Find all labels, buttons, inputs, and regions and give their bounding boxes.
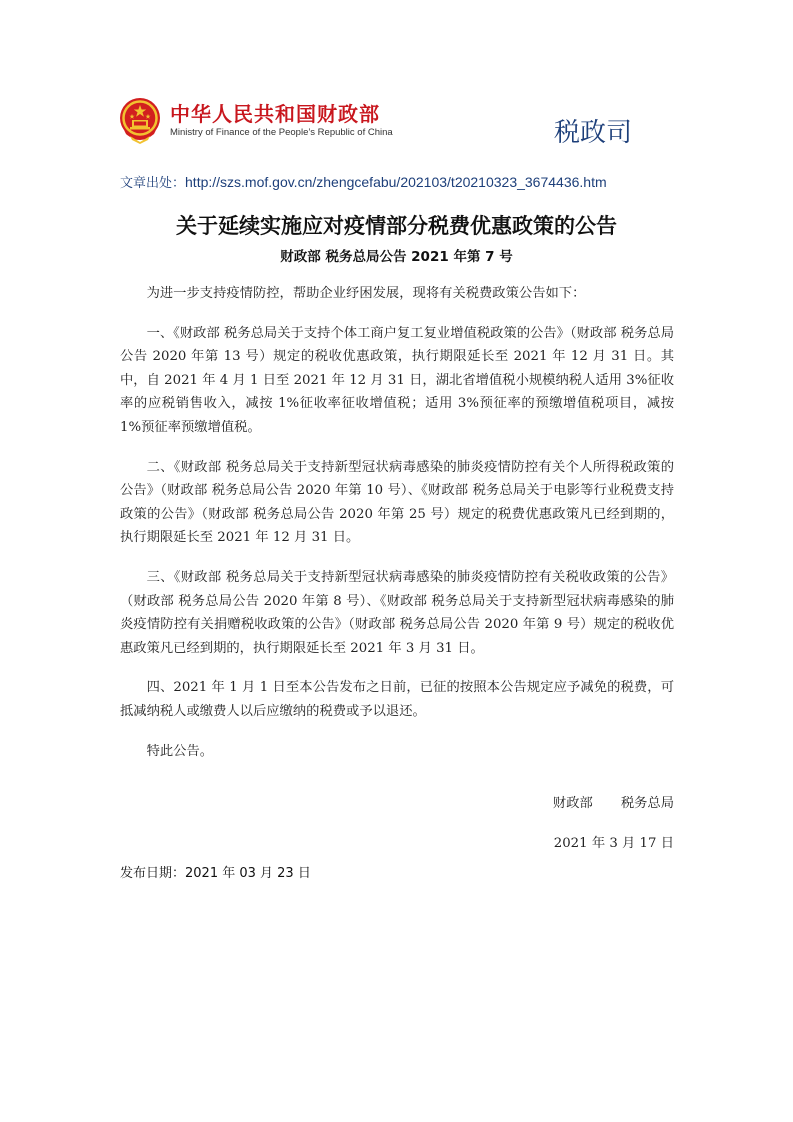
source-label: 文章出处： [120,176,186,191]
closing-paragraph: 特此公告。 [146,743,214,759]
article-2-paragraph: 二、《财政部 税务总局关于支持新型冠状病毒感染的肺炎疫情防控有关个人所得税政策的公告》（财政部 税务总局公告 2020 年第 10 号）、《财政部 税务总局关于电影等行业税费支持政策的公告》（财政部 税务总局公告 2020 年第 25 号）规定的税费优惠政策凡已经到期的，执行期限延长至 2021 年 12 月 31 日。 [120,459,674,546]
source-url-link[interactable]: http://szs.mof.gov.cn/zhengcefabu/202103/t20210323_3674436.htm [185,174,607,190]
article-4-paragraph: 四、2021 年 1 月 1 日至本公告发布之日前，已征的按照本公告规定应予减免的税费，可抵减纳税人或缴费人以后应缴纳的税费或予以退还。 [120,680,674,719]
signature-orgs [470,792,674,811]
source-line [120,172,607,191]
article-3-paragraph: 三、《财政部 税务总局关于支持新型冠状病毒感染的肺炎疫情防控有关税收政策的公告》（财政部 税务总局公告 2020 年第 8 号）、《财政部 税务总局关于支持新型冠状病毒感染的肺炎疫情防控有关捐赠税收政策的公告》（财政部 税务总局公告 2020 年第 9 号）规定的税收优惠政策凡已经到期的，执行期限延长至 2021 年 3 月 31 日。 [120,569,674,656]
department-name: 税政司 [554,118,633,148]
announcement-number: 财政部 税务总局公告 2021 年第 7 号 [280,249,513,265]
national-emblem-icon [118,96,162,144]
signature-date: 2021 年 3 月 17 日 [553,836,674,851]
ministry-name-en: Ministry of Finance of the People’s Republic of China [170,127,393,138]
page-title: 关于延续实施应对疫情部分税费优惠政策的公告 [176,214,617,238]
signature-org-tax: 税务总局 [620,796,674,811]
ministry-name-zh: 中华人民共和国财政部 [170,102,380,126]
signature-org-finance: 财政部 [552,796,593,811]
announcement-body [120,282,674,779]
intro-paragraph: 为进一步支持疫情防控，帮助企业纾困发展，现将有关税费政策公告如下： [146,286,586,301]
article-1-paragraph: 一、《财政部 税务总局关于支持个体工商户复工复业增值税政策的公告》（财政部 税务总局公告 2020 年第 13 号）规定的税收优惠政策，执行期限延长至 2021 年 12 月 31 日。其中，自 2021 年 4 月 1 日至 2021 年 12 月 31 日，湖北省增值税小规模纳税人适用 3%征收率的应税销售收入，减按 1%征收率征收增值税；适用 3%预征率的预缴增值税项目，减按 1%预征率预缴增值税。 [120,325,674,435]
header [118,96,678,156]
publish-date: 发布日期：2021 年 03 月 23 日 [120,866,311,881]
